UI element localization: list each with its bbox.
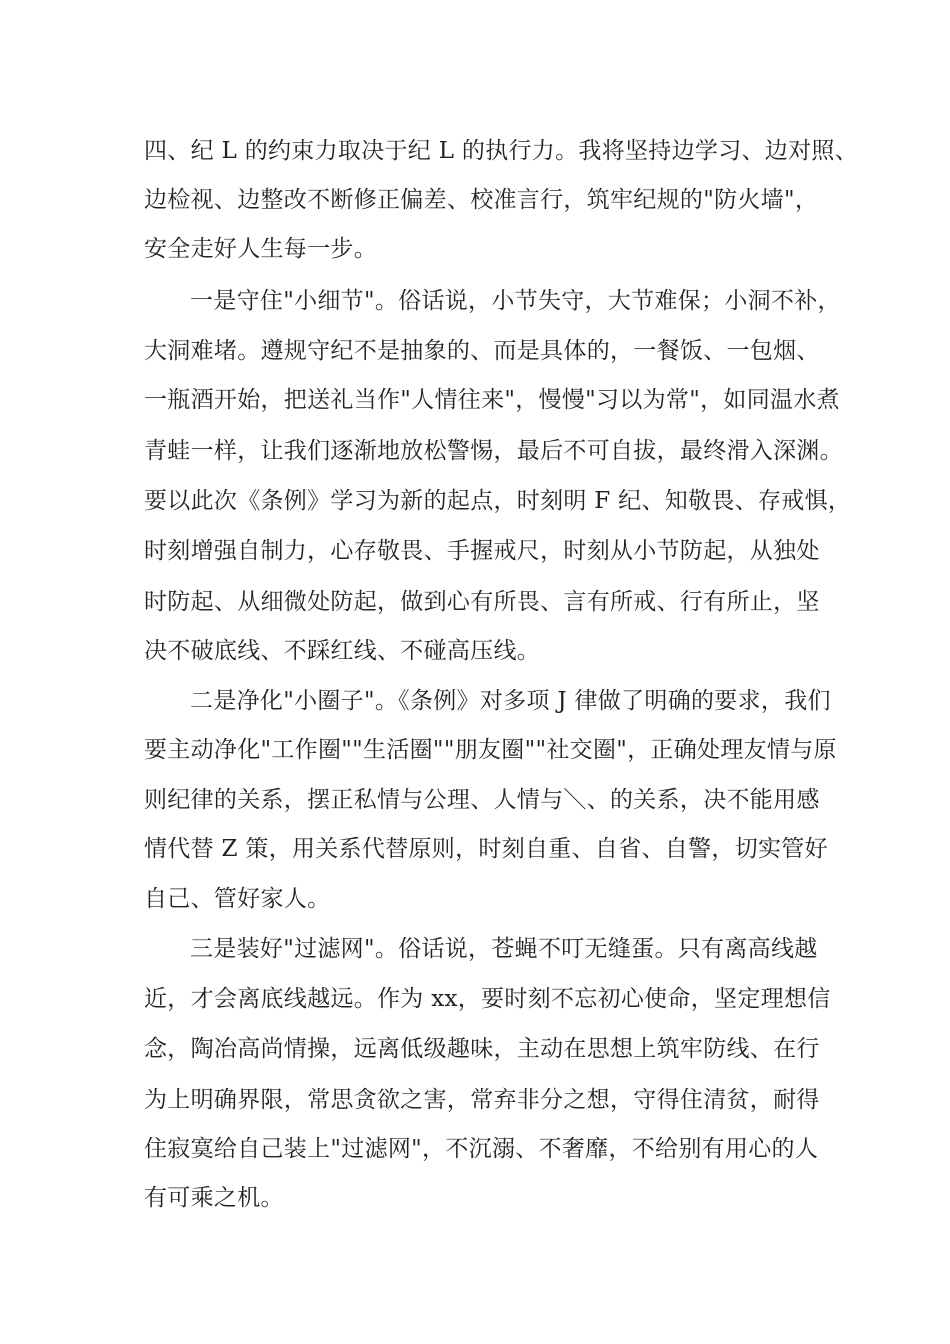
paragraph-4-line-1: 三是装好"过滤网"。俗话说，苍蝇不叮无缝蛋。只有离高线越 (190, 936, 818, 962)
paragraph-2-line-3: 一瓶酒开始，把送礼当作"人情往来"，慢慢"习以为常"，如同温水煮 (144, 387, 840, 413)
paragraph-3-line-5: 自己、管好家人。 (144, 886, 331, 912)
paragraph-4-line-6: 有可乘之机。 (144, 1185, 284, 1211)
paragraph-2-line-6: 时刻增强自制力，心存敬畏、手握戒尺，时刻从小节防起，从独处 (144, 538, 820, 564)
paragraph-3-line-2: 要主动净化"工作圈""生活圈""朋友圈""社交圈"，正确处理友情与原 (144, 737, 837, 763)
paragraph-2-line-5: 要以此次《条例》学习为新的起点，时刻明 F 纪、知敬畏、存戒惧， (144, 488, 852, 514)
paragraph-4-line-4: 为上明确界限，常思贪欲之害，常弃非分之想，守得住清贫，耐得 (144, 1087, 820, 1113)
paragraph-3-line-4: 情代替 Z 策，用关系代替原则，时刻自重、自省、自警，切实管好 (144, 836, 828, 862)
paragraph-4-line-2: 近，才会离底线越远。作为 xx，要时刻不忘初心使命，坚定理想信 (144, 986, 831, 1012)
paragraph-1-line-3: 安全走好人生每一步。 (144, 236, 377, 262)
paragraph-2-line-2: 大洞难堵。遵规守纪不是抽象的、而是具体的，一餐饭、一包烟、 (144, 338, 820, 364)
paragraph-2-line-4: 青蛙一样，让我们逐渐地放松警惕，最后不可自拔，最终滑入深渊。 (144, 438, 843, 464)
paragraph-4-line-5: 住寂寞给自己装上"过滤网"，不沉溺、不奢靡，不给别有用心的人 (144, 1136, 819, 1162)
paragraph-3-line-3: 则纪律的关系，摆正私情与公理、人情与＼、的关系，决不能用感 (144, 787, 820, 813)
paragraph-2-line-8: 决不破底线、不踩红线、不碰高压线。 (144, 638, 541, 664)
paragraph-1-line-2: 边检视、边整改不断修正偏差、校准言行，筑牢纪规的"防火墙"， (144, 187, 819, 213)
paragraph-1-line-1: 四、纪 L 的约束力取决于纪 L 的执行力。我将坚持边学习、边对照、 (144, 138, 858, 164)
paragraph-4-line-3: 念，陶冶高尚情操，远离低级趣味，主动在思想上筑牢防线、在行 (144, 1036, 820, 1062)
paragraph-2-line-7: 时防起、从细微处防起，做到心有所畏、言有所戒、行有所止，坚 (144, 589, 820, 615)
paragraph-2-line-1: 一是守住"小细节"。俗话说，小节失守，大节难保；小洞不补， (190, 288, 841, 314)
paragraph-3-line-1: 二是净化"小圈子"。《条例》对多项 J 律做了明确的要求，我们 (190, 688, 831, 714)
